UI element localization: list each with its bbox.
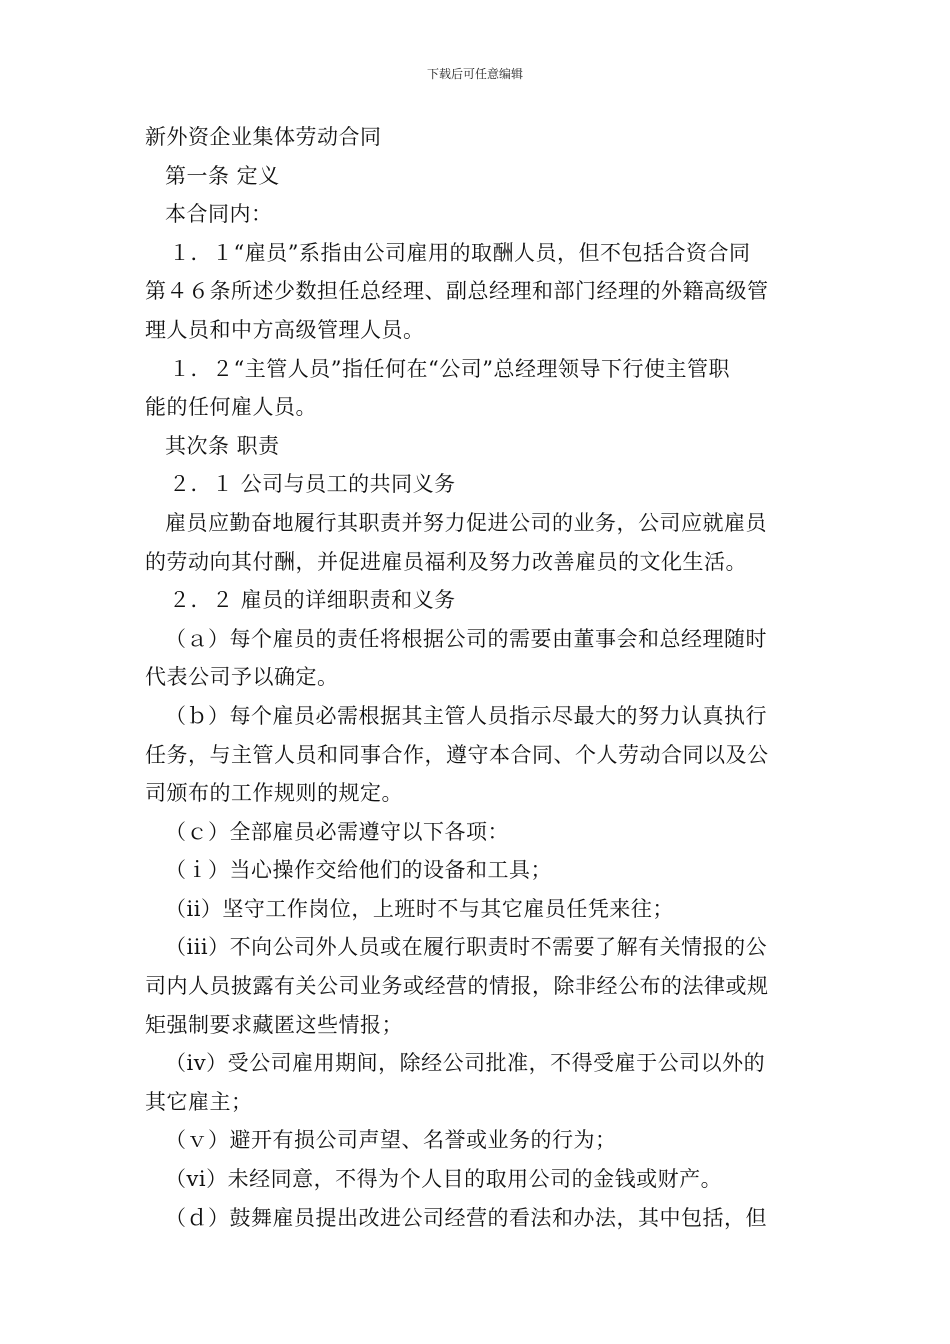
- paragraph-line: （ｖ）避开有损公司声望、名誉或业务的行为；: [165, 1128, 617, 1153]
- document-title: 新外资企业集体劳动合同: [145, 125, 382, 149]
- paragraph-line: （iii）不向公司外人员或在履行职责时不需要了解有关情报的公: [165, 935, 768, 960]
- paragraph-line: 司颁布的工作规则的规定。: [145, 781, 403, 806]
- paragraph-line: 理人员和中方高级管理人员。: [145, 317, 425, 342]
- paragraph-line: （ii）坚守工作岗位，上班时不与其它雇员任凭来往；: [165, 896, 674, 921]
- paragraph-line: （ｉ）当心操作交给他们的设备和工具；: [165, 858, 552, 883]
- paragraph-line: （iv）受公司雇用期间，除经公司批准，不得受雇于公司以外的: [165, 1051, 766, 1076]
- paragraph-line: １．２“主管人员”指任何在“公司”总经理领导下行使主管职: [169, 356, 730, 381]
- page-header: 下载后可任意编辑: [426, 67, 523, 81]
- section-heading: ２．１ 公司与员工的共同义务: [169, 472, 456, 497]
- article-heading: 第一条 定义: [165, 163, 280, 188]
- paragraph-line: （ａ）每个雇员的责任将根据公司的需要由董事会和总经理随时: [165, 626, 767, 651]
- paragraph-line: 的劳动向其付酬，并促进雇员福利及努力改善雇员的文化生活。: [145, 549, 747, 574]
- paragraph-line: （ｃ）全部雇员必需遵守以下各项：: [165, 819, 509, 844]
- paragraph-line: 矩强制要求藏匿这些情报；: [145, 1012, 403, 1037]
- paragraph-line: 司内人员披露有关公司业务或经营的情报，除非经公布的法律或规: [145, 974, 769, 999]
- paragraph-line: 任务，与主管人员和同事合作，遵守本合同、个人劳动合同以及公: [145, 742, 769, 767]
- paragraph-line: 雇员应勤奋地履行其职责并努力促进公司的业务，公司应就雇员: [165, 510, 767, 535]
- paragraph-line: （ｂ）每个雇员必需根据其主管人员指示尽最大的努力认真执行: [165, 703, 767, 728]
- paragraph-line: （ｄ）鼓舞雇员提出改进公司经营的看法和办法，其中包括，但: [165, 1205, 767, 1230]
- document-body: [145, 118, 807, 1237]
- paragraph-line: （vi）未经同意，不得为个人目的取用公司的金钱或财产。: [165, 1167, 723, 1192]
- section-heading: ２．２ 雇员的详细职责和义务: [169, 588, 456, 613]
- paragraph-line: 本合同内：: [165, 202, 273, 227]
- paragraph-line: 代表公司予以确定。: [145, 665, 339, 690]
- paragraph-line: 能的任何雇人员。: [145, 395, 317, 420]
- article-heading: 其次条 职责: [165, 433, 280, 458]
- paragraph-line: 第４６条所述少数担任总经理、副总经理和部门经理的外籍高级管: [145, 279, 769, 304]
- paragraph-line: １．１“雇员”系指由公司雇用的取酬人员，但不包括合资合同: [169, 240, 751, 265]
- paragraph-line: 其它雇主；: [145, 1089, 253, 1114]
